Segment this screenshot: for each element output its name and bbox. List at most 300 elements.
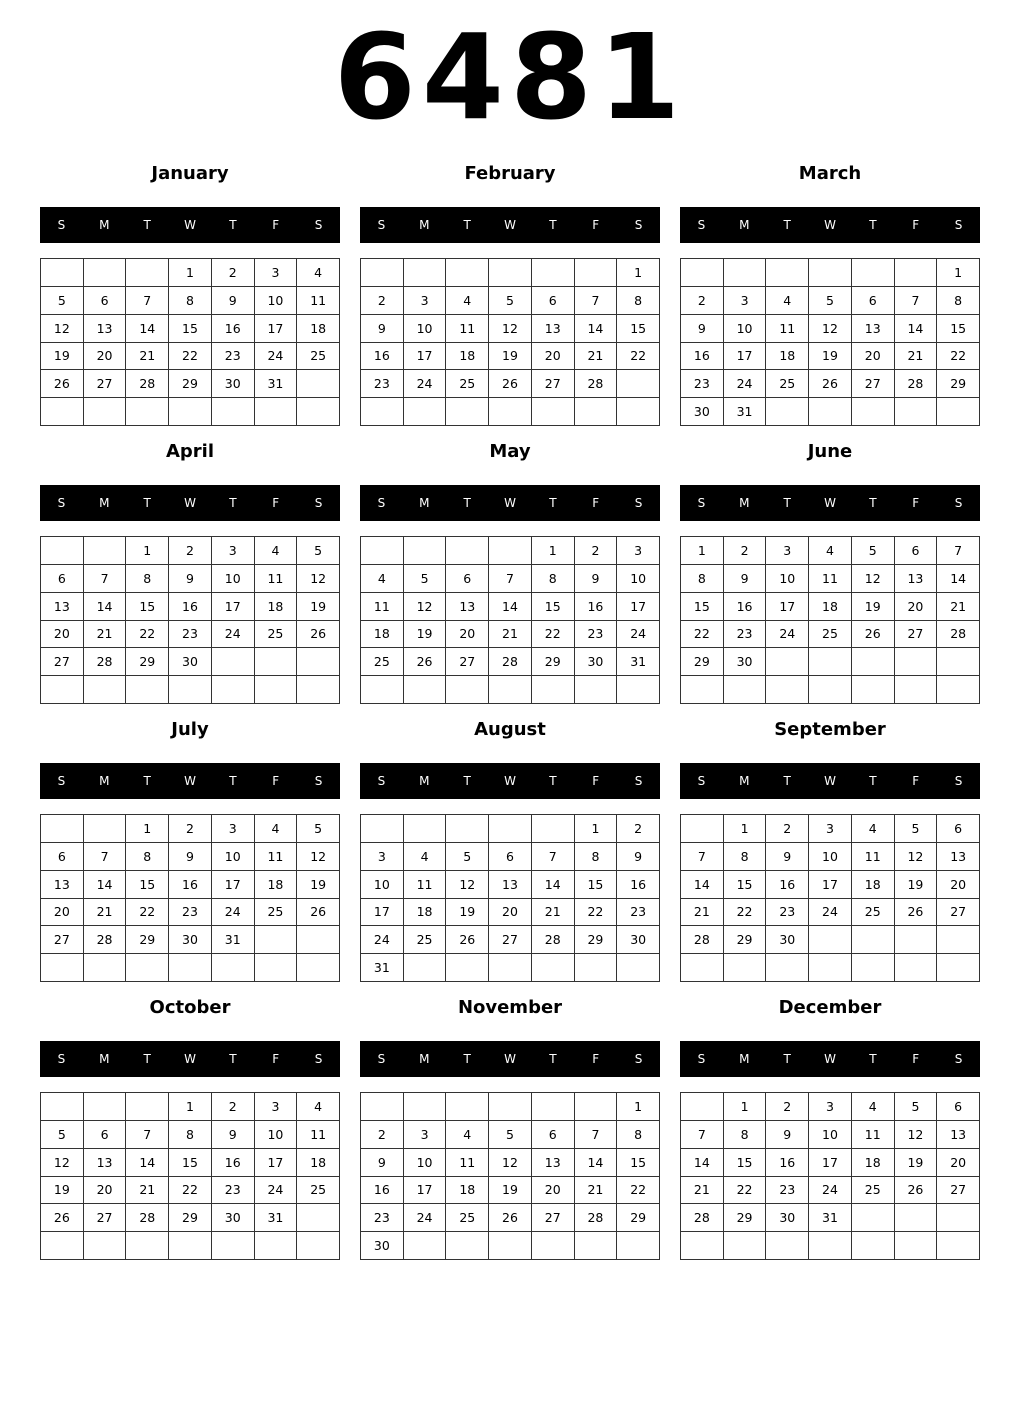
day-cell: 10 xyxy=(255,1121,298,1149)
day-cell: 8 xyxy=(724,1121,767,1149)
day-cell: 19 xyxy=(297,593,340,621)
weekday-label: W xyxy=(184,496,196,510)
day-cell: 6 xyxy=(937,815,980,843)
weekday-label: T xyxy=(229,496,237,510)
empty-cell xyxy=(766,1232,809,1260)
day-cell: 28 xyxy=(84,648,127,676)
day-cell: 12 xyxy=(404,593,447,621)
day-cell: 9 xyxy=(212,287,255,315)
day-cell: 22 xyxy=(617,343,660,371)
empty-cell xyxy=(575,1093,618,1121)
day-cell: 2 xyxy=(617,815,660,843)
empty-cell xyxy=(212,954,255,982)
day-cell: 9 xyxy=(575,565,618,593)
day-cell: 18 xyxy=(297,315,340,343)
day-cell: 23 xyxy=(212,343,255,371)
empty-cell xyxy=(895,954,938,982)
day-cell: 24 xyxy=(617,621,660,649)
day-cell: 13 xyxy=(84,1149,127,1177)
day-cell: 19 xyxy=(489,1177,532,1205)
weekday-label: T xyxy=(783,218,791,232)
day-cell: 1 xyxy=(532,537,575,565)
day-cell: 12 xyxy=(446,871,489,899)
day-cell: 5 xyxy=(446,843,489,871)
day-grid xyxy=(360,536,660,704)
empty-cell xyxy=(41,398,84,426)
day-grid xyxy=(40,536,340,704)
weekday-label: F xyxy=(912,218,920,232)
day-cell: 10 xyxy=(617,565,660,593)
empty-cell xyxy=(446,676,489,704)
day-grid xyxy=(680,536,980,704)
day-cell: 29 xyxy=(169,1204,212,1232)
weekday-header xyxy=(360,763,660,799)
day-cell: 21 xyxy=(895,343,938,371)
empty-cell xyxy=(41,537,84,565)
day-cell: 22 xyxy=(724,899,767,927)
day-cell: 26 xyxy=(809,370,852,398)
day-cell: 26 xyxy=(489,1204,532,1232)
weekday-label: M xyxy=(739,496,750,510)
day-cell: 10 xyxy=(404,315,447,343)
empty-cell xyxy=(532,398,575,426)
empty-cell xyxy=(575,954,618,982)
day-cell: 20 xyxy=(84,343,127,371)
weekday-label: M xyxy=(99,774,110,788)
day-cell: 27 xyxy=(937,1177,980,1205)
weekday-label: T xyxy=(549,218,557,232)
day-cell: 6 xyxy=(532,1121,575,1149)
day-cell: 3 xyxy=(766,537,809,565)
weekday-label: M xyxy=(99,218,110,232)
empty-cell xyxy=(297,370,340,398)
day-cell: 6 xyxy=(895,537,938,565)
empty-cell xyxy=(446,398,489,426)
weekday-label: S xyxy=(954,218,963,232)
day-cell: 9 xyxy=(169,565,212,593)
day-cell: 13 xyxy=(84,315,127,343)
day-cell: 2 xyxy=(361,1121,404,1149)
day-cell: 18 xyxy=(446,343,489,371)
day-cell: 14 xyxy=(84,871,127,899)
day-cell: 26 xyxy=(41,370,84,398)
empty-cell xyxy=(809,1232,852,1260)
day-cell: 15 xyxy=(126,871,169,899)
day-cell: 14 xyxy=(489,593,532,621)
day-cell: 12 xyxy=(41,1149,84,1177)
weekday-label: T xyxy=(143,774,151,788)
empty-cell xyxy=(617,676,660,704)
day-cell: 21 xyxy=(489,621,532,649)
day-cell: 11 xyxy=(446,315,489,343)
empty-cell xyxy=(297,1232,340,1260)
month-name: August xyxy=(474,719,546,740)
day-cell: 2 xyxy=(212,259,255,287)
weekday-label: M xyxy=(419,218,430,232)
day-cell: 27 xyxy=(41,926,84,954)
day-cell: 27 xyxy=(937,899,980,927)
day-cell: 6 xyxy=(41,565,84,593)
day-cell: 13 xyxy=(446,593,489,621)
empty-cell xyxy=(84,259,127,287)
weekday-label: S xyxy=(57,774,66,788)
day-cell: 3 xyxy=(617,537,660,565)
day-cell: 5 xyxy=(41,287,84,315)
weekday-label: T xyxy=(143,218,151,232)
day-cell: 10 xyxy=(809,1121,852,1149)
day-cell: 15 xyxy=(681,593,724,621)
weekday-label: S xyxy=(634,218,643,232)
empty-cell xyxy=(212,398,255,426)
day-cell: 18 xyxy=(446,1177,489,1205)
day-cell: 23 xyxy=(681,370,724,398)
weekday-label: S xyxy=(697,496,706,510)
weekday-label: M xyxy=(99,496,110,510)
weekday-label: W xyxy=(504,218,516,232)
day-cell: 7 xyxy=(84,565,127,593)
day-cell: 20 xyxy=(937,1149,980,1177)
weekday-label: T xyxy=(143,496,151,510)
empty-cell xyxy=(84,398,127,426)
weekday-label: S xyxy=(314,774,323,788)
day-cell: 16 xyxy=(766,871,809,899)
day-cell: 11 xyxy=(766,315,809,343)
empty-cell xyxy=(446,954,489,982)
weekday-header xyxy=(680,763,980,799)
weekday-header xyxy=(360,207,660,243)
empty-cell xyxy=(852,648,895,676)
day-cell: 20 xyxy=(41,899,84,927)
empty-cell xyxy=(212,648,255,676)
day-cell: 29 xyxy=(937,370,980,398)
day-cell: 8 xyxy=(126,565,169,593)
day-cell: 4 xyxy=(446,1121,489,1149)
empty-cell xyxy=(766,398,809,426)
day-cell: 13 xyxy=(852,315,895,343)
empty-cell xyxy=(446,815,489,843)
day-cell: 26 xyxy=(852,621,895,649)
day-cell: 2 xyxy=(575,537,618,565)
day-cell: 30 xyxy=(212,1204,255,1232)
weekday-label: M xyxy=(419,496,430,510)
day-cell: 10 xyxy=(212,565,255,593)
day-cell: 6 xyxy=(84,1121,127,1149)
day-cell: 16 xyxy=(361,1177,404,1205)
weekday-label: S xyxy=(634,1052,643,1066)
weekday-label: W xyxy=(824,1052,836,1066)
day-cell: 10 xyxy=(724,315,767,343)
day-cell: 6 xyxy=(41,843,84,871)
weekday-label: T xyxy=(463,1052,471,1066)
weekday-label: M xyxy=(99,1052,110,1066)
day-cell: 7 xyxy=(532,843,575,871)
weekday-label: W xyxy=(184,774,196,788)
empty-cell xyxy=(297,648,340,676)
empty-cell xyxy=(489,1232,532,1260)
day-cell: 12 xyxy=(852,565,895,593)
day-cell: 13 xyxy=(937,1121,980,1149)
day-cell: 5 xyxy=(809,287,852,315)
day-cell: 8 xyxy=(532,565,575,593)
day-cell: 24 xyxy=(404,1204,447,1232)
weekday-label: S xyxy=(697,218,706,232)
weekday-label: M xyxy=(739,1052,750,1066)
day-cell: 29 xyxy=(617,1204,660,1232)
weekday-label: F xyxy=(272,496,280,510)
day-cell: 25 xyxy=(297,1177,340,1205)
day-cell: 15 xyxy=(937,315,980,343)
day-cell: 3 xyxy=(724,287,767,315)
day-cell: 22 xyxy=(575,899,618,927)
day-cell: 26 xyxy=(41,1204,84,1232)
day-cell: 25 xyxy=(852,1177,895,1205)
empty-cell xyxy=(852,1204,895,1232)
day-cell: 14 xyxy=(126,315,169,343)
day-cell: 31 xyxy=(212,926,255,954)
empty-cell xyxy=(617,954,660,982)
day-cell: 25 xyxy=(809,621,852,649)
weekday-header xyxy=(360,485,660,521)
weekday-label: S xyxy=(954,774,963,788)
day-cell: 22 xyxy=(937,343,980,371)
day-cell: 13 xyxy=(895,565,938,593)
day-cell: 18 xyxy=(255,593,298,621)
day-cell: 9 xyxy=(617,843,660,871)
day-cell: 24 xyxy=(766,621,809,649)
empty-cell xyxy=(297,926,340,954)
empty-cell xyxy=(681,954,724,982)
day-cell: 11 xyxy=(446,1149,489,1177)
weekday-label: S xyxy=(377,496,386,510)
month-name: December xyxy=(778,997,882,1018)
day-cell: 2 xyxy=(169,815,212,843)
day-cell: 18 xyxy=(255,871,298,899)
empty-cell xyxy=(41,259,84,287)
day-cell: 25 xyxy=(361,648,404,676)
day-cell: 9 xyxy=(361,315,404,343)
month-name: November xyxy=(457,997,563,1018)
empty-cell xyxy=(489,815,532,843)
empty-cell xyxy=(937,1204,980,1232)
empty-cell xyxy=(41,1093,84,1121)
day-cell: 27 xyxy=(84,1204,127,1232)
weekday-label: T xyxy=(869,218,877,232)
weekday-label: S xyxy=(314,1052,323,1066)
empty-cell xyxy=(169,676,212,704)
empty-cell xyxy=(84,676,127,704)
day-cell: 18 xyxy=(852,871,895,899)
day-cell: 5 xyxy=(895,1093,938,1121)
day-cell: 26 xyxy=(404,648,447,676)
day-cell: 29 xyxy=(575,926,618,954)
empty-cell xyxy=(404,815,447,843)
day-cell: 7 xyxy=(84,843,127,871)
day-cell: 23 xyxy=(212,1177,255,1205)
month-name: March xyxy=(798,163,862,184)
empty-cell xyxy=(895,648,938,676)
day-cell: 1 xyxy=(169,1093,212,1121)
day-cell: 14 xyxy=(575,1149,618,1177)
day-cell: 19 xyxy=(41,343,84,371)
day-cell: 25 xyxy=(446,370,489,398)
day-cell: 30 xyxy=(169,648,212,676)
empty-cell xyxy=(361,1093,404,1121)
day-cell: 17 xyxy=(617,593,660,621)
day-cell: 25 xyxy=(446,1204,489,1232)
weekday-label: T xyxy=(549,774,557,788)
day-cell: 15 xyxy=(126,593,169,621)
day-cell: 24 xyxy=(809,899,852,927)
day-cell: 20 xyxy=(532,343,575,371)
day-cell: 14 xyxy=(937,565,980,593)
day-cell: 3 xyxy=(404,287,447,315)
day-cell: 15 xyxy=(575,871,618,899)
day-cell: 11 xyxy=(852,1121,895,1149)
day-cell: 20 xyxy=(532,1177,575,1205)
empty-cell xyxy=(489,1093,532,1121)
day-cell: 25 xyxy=(255,899,298,927)
weekday-label: S xyxy=(314,218,323,232)
day-cell: 17 xyxy=(212,593,255,621)
day-cell: 18 xyxy=(361,621,404,649)
month-name: May xyxy=(489,441,531,462)
weekday-header xyxy=(40,485,340,521)
day-cell: 17 xyxy=(255,1149,298,1177)
day-cell: 15 xyxy=(169,315,212,343)
day-cell: 5 xyxy=(895,815,938,843)
day-cell: 2 xyxy=(361,287,404,315)
day-cell: 13 xyxy=(532,1149,575,1177)
weekday-label: F xyxy=(592,218,600,232)
empty-cell xyxy=(681,1093,724,1121)
day-cell: 30 xyxy=(169,926,212,954)
day-cell: 21 xyxy=(532,899,575,927)
empty-cell xyxy=(489,398,532,426)
day-cell: 30 xyxy=(617,926,660,954)
empty-cell xyxy=(361,398,404,426)
day-cell: 21 xyxy=(681,1177,724,1205)
empty-cell xyxy=(895,259,938,287)
day-grid xyxy=(40,1092,340,1260)
day-cell: 10 xyxy=(361,871,404,899)
day-cell: 20 xyxy=(84,1177,127,1205)
weekday-label: S xyxy=(377,218,386,232)
empty-cell xyxy=(84,1093,127,1121)
day-cell: 8 xyxy=(617,287,660,315)
day-cell: 17 xyxy=(724,343,767,371)
day-cell: 21 xyxy=(681,899,724,927)
day-cell: 1 xyxy=(169,259,212,287)
day-cell: 5 xyxy=(297,537,340,565)
day-cell: 4 xyxy=(852,1093,895,1121)
day-cell: 6 xyxy=(84,287,127,315)
day-cell: 22 xyxy=(724,1177,767,1205)
empty-cell xyxy=(41,676,84,704)
day-cell: 5 xyxy=(297,815,340,843)
weekday-label: S xyxy=(57,1052,66,1066)
day-cell: 16 xyxy=(169,871,212,899)
day-cell: 23 xyxy=(617,899,660,927)
empty-cell xyxy=(297,676,340,704)
weekday-label: S xyxy=(377,1052,386,1066)
empty-cell xyxy=(361,676,404,704)
day-cell: 16 xyxy=(169,593,212,621)
month-name: September xyxy=(774,719,886,740)
day-cell: 18 xyxy=(852,1149,895,1177)
day-cell: 17 xyxy=(212,871,255,899)
day-cell: 1 xyxy=(724,1093,767,1121)
day-cell: 28 xyxy=(575,1204,618,1232)
day-cell: 10 xyxy=(766,565,809,593)
empty-cell xyxy=(404,398,447,426)
empty-cell xyxy=(446,259,489,287)
day-cell: 3 xyxy=(404,1121,447,1149)
day-cell: 10 xyxy=(212,843,255,871)
weekday-label: T xyxy=(143,1052,151,1066)
day-cell: 28 xyxy=(532,926,575,954)
weekday-label: W xyxy=(184,218,196,232)
empty-cell xyxy=(575,676,618,704)
day-cell: 7 xyxy=(681,1121,724,1149)
day-cell: 23 xyxy=(766,1177,809,1205)
day-cell: 29 xyxy=(126,648,169,676)
weekday-label: T xyxy=(463,496,471,510)
empty-cell xyxy=(255,676,298,704)
day-cell: 4 xyxy=(255,815,298,843)
day-cell: 25 xyxy=(297,343,340,371)
weekday-label: T xyxy=(463,218,471,232)
weekday-label: S xyxy=(954,496,963,510)
empty-cell xyxy=(489,676,532,704)
weekday-label: S xyxy=(377,774,386,788)
day-cell: 14 xyxy=(532,871,575,899)
empty-cell xyxy=(532,1232,575,1260)
day-cell: 27 xyxy=(41,648,84,676)
weekday-label: F xyxy=(272,774,280,788)
day-cell: 9 xyxy=(212,1121,255,1149)
day-cell: 13 xyxy=(41,593,84,621)
day-cell: 7 xyxy=(126,1121,169,1149)
day-cell: 15 xyxy=(724,1149,767,1177)
weekday-label: F xyxy=(912,1052,920,1066)
empty-cell xyxy=(681,259,724,287)
day-cell: 10 xyxy=(809,843,852,871)
day-cell: 24 xyxy=(361,926,404,954)
weekday-label: W xyxy=(504,1052,516,1066)
weekday-label: F xyxy=(912,496,920,510)
empty-cell xyxy=(617,398,660,426)
weekday-label: W xyxy=(504,774,516,788)
day-cell: 27 xyxy=(489,926,532,954)
weekday-label: T xyxy=(463,774,471,788)
empty-cell xyxy=(404,259,447,287)
day-cell: 14 xyxy=(895,315,938,343)
empty-cell xyxy=(404,1093,447,1121)
day-cell: 1 xyxy=(126,815,169,843)
day-cell: 5 xyxy=(489,287,532,315)
weekday-label: M xyxy=(419,774,430,788)
weekday-label: T xyxy=(869,496,877,510)
day-cell: 26 xyxy=(297,899,340,927)
day-cell: 3 xyxy=(255,1093,298,1121)
day-cell: 30 xyxy=(681,398,724,426)
day-cell: 16 xyxy=(361,343,404,371)
day-cell: 2 xyxy=(766,1093,809,1121)
day-cell: 8 xyxy=(681,565,724,593)
day-cell: 26 xyxy=(489,370,532,398)
day-cell: 15 xyxy=(169,1149,212,1177)
empty-cell xyxy=(532,1093,575,1121)
